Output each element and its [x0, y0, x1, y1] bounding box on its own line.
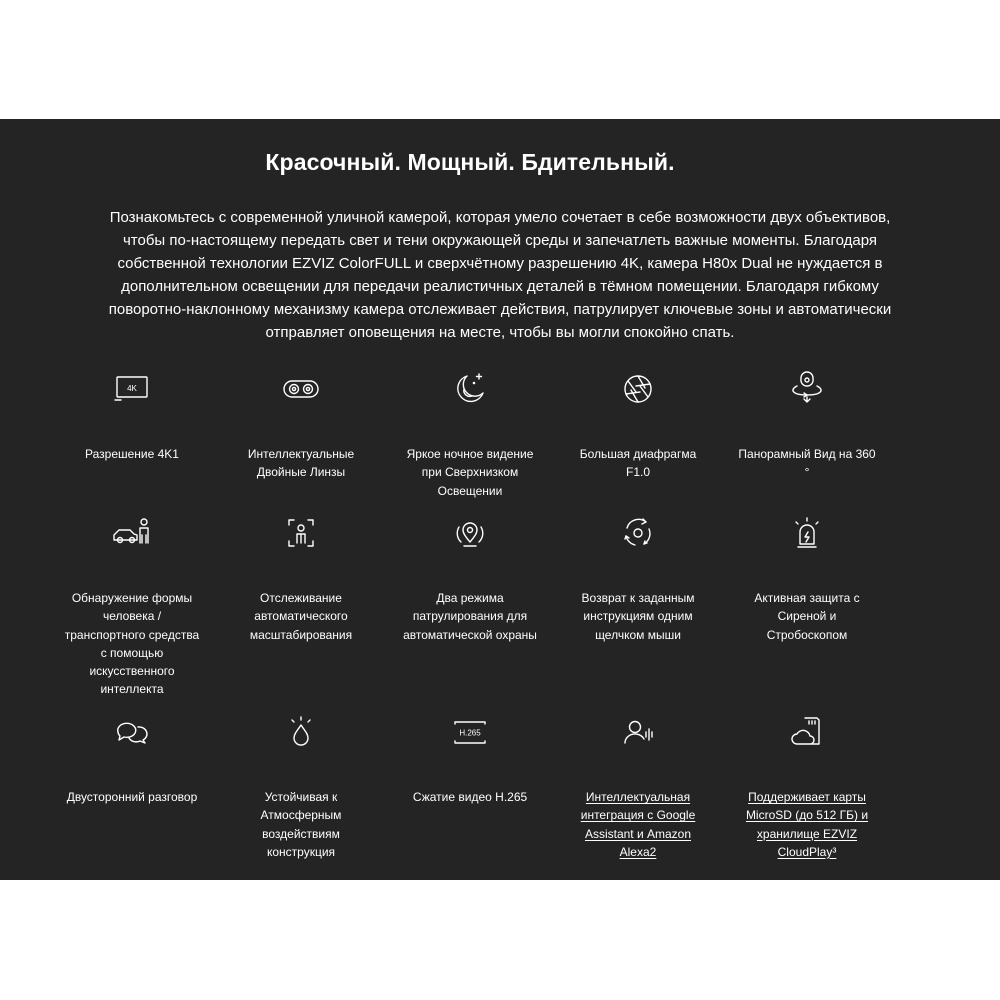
- dual-lens-icon: [281, 369, 321, 409]
- feature-label: Устойчивая к Атмосферным воздействиям конструкция: [260, 790, 342, 859]
- feature-label: Возврат к заданным инструкциям одним щелчком мыши: [581, 591, 695, 642]
- intro-line: дополнительном освещении для передачи реалистичных деталей в тёмном помещении. Благодаря гибкому: [121, 278, 879, 295]
- human-vehicle-icon: [112, 513, 152, 553]
- feature-label: Панорамный Вид на 360 °: [738, 447, 876, 480]
- return-position-icon: [618, 513, 658, 553]
- feature-label: Большая диафрагма F1.0: [579, 447, 697, 480]
- intro-line: поворотно-наклонному механизму камера отслеживает действия, патрулирует ключевые зоны и автоматически: [108, 301, 892, 318]
- intro-line: собственной технологии EZVIZ ColorFULL и сверхчётному разрешению 4K, камера H80x Dual не нуждается в: [117, 255, 883, 272]
- night-vision-icon: [450, 369, 490, 409]
- feature-aperture: [563, 369, 713, 482]
- feature-section: [0, 119, 1000, 880]
- patrol-location-icon: [450, 513, 490, 553]
- intro-line: чтобы по-настоящему передать свет и тени окружающей среды и запечатлеть важные моменты. Благодаря: [122, 232, 878, 249]
- resolution-badge-text: 4K: [127, 384, 137, 393]
- feature-label: Обнаружение формы человека / транспортного средства с помощью искусственного интеллекта: [64, 591, 200, 697]
- auto-zoom-icon: [281, 513, 321, 553]
- microsd-cloud-icon: [787, 712, 827, 752]
- feature-night-vision: [395, 369, 545, 500]
- feature-4k-resolution: [57, 369, 207, 463]
- feature-label: Яркое ночное видение при Сверхнизком Освещении: [406, 447, 534, 498]
- feature-label: Разрешение 4K1: [85, 447, 179, 461]
- feature-dual-lens: [226, 369, 376, 482]
- feature-human-vehicle-detection: [57, 513, 207, 699]
- voice-assistant-icon: [618, 712, 658, 752]
- feature-voice-assistant: [563, 712, 713, 861]
- feature-storage: [732, 712, 882, 861]
- feature-h265-compression: [395, 712, 545, 806]
- aperture-icon: [618, 369, 658, 409]
- h265-compression-icon: [450, 712, 490, 752]
- voice-assistant-link[interactable]: Интеллектуальная интеграция с Google Assistant и Amazon Alexa2: [580, 790, 696, 859]
- section-intro: [60, 206, 940, 344]
- feature-label: Двусторонний разговор: [66, 790, 198, 804]
- weatherproof-drop-icon: [281, 712, 321, 752]
- feature-label: Два режима патрулирования для автоматической охраны: [403, 591, 537, 642]
- two-way-talk-icon: [112, 712, 152, 752]
- panorama-360-icon: [787, 369, 827, 409]
- feature-weatherproof: [226, 712, 376, 861]
- feature-siren-strobe: [732, 513, 882, 644]
- siren-strobe-icon: [787, 513, 827, 553]
- feature-label: Активная защита с Сиреной и Стробоскопом: [754, 591, 860, 642]
- feature-label: Сжатие видео H.265: [412, 790, 528, 804]
- feature-label: Интеллектуальные Двойные Линзы: [247, 447, 355, 480]
- codec-badge-text: H.265: [459, 728, 481, 738]
- 4k-monitor-icon: [112, 369, 152, 409]
- feature-patrol-modes: [395, 513, 545, 644]
- feature-two-way-talk: [57, 712, 207, 806]
- feature-return-to-preset: [563, 513, 713, 644]
- feature-panorama-360: [732, 369, 882, 482]
- feature-auto-zoom-tracking: [226, 513, 376, 644]
- intro-line: Познакомьтесь с современной уличной камерой, которая умело сочетает в себе возможности двух объективов,: [109, 209, 891, 226]
- storage-link[interactable]: Поддерживает карты MicroSD (до 512 ГБ) и хранилище EZVIZ CloudPlay³: [745, 790, 869, 859]
- section-title: Красочный. Мощный. Бдительный.: [265, 149, 675, 175]
- intro-line: отправляет оповещения на месте, чтобы вы могли спокойно спать.: [265, 324, 735, 341]
- feature-label: Отслеживание автоматического масштабирования: [249, 591, 353, 642]
